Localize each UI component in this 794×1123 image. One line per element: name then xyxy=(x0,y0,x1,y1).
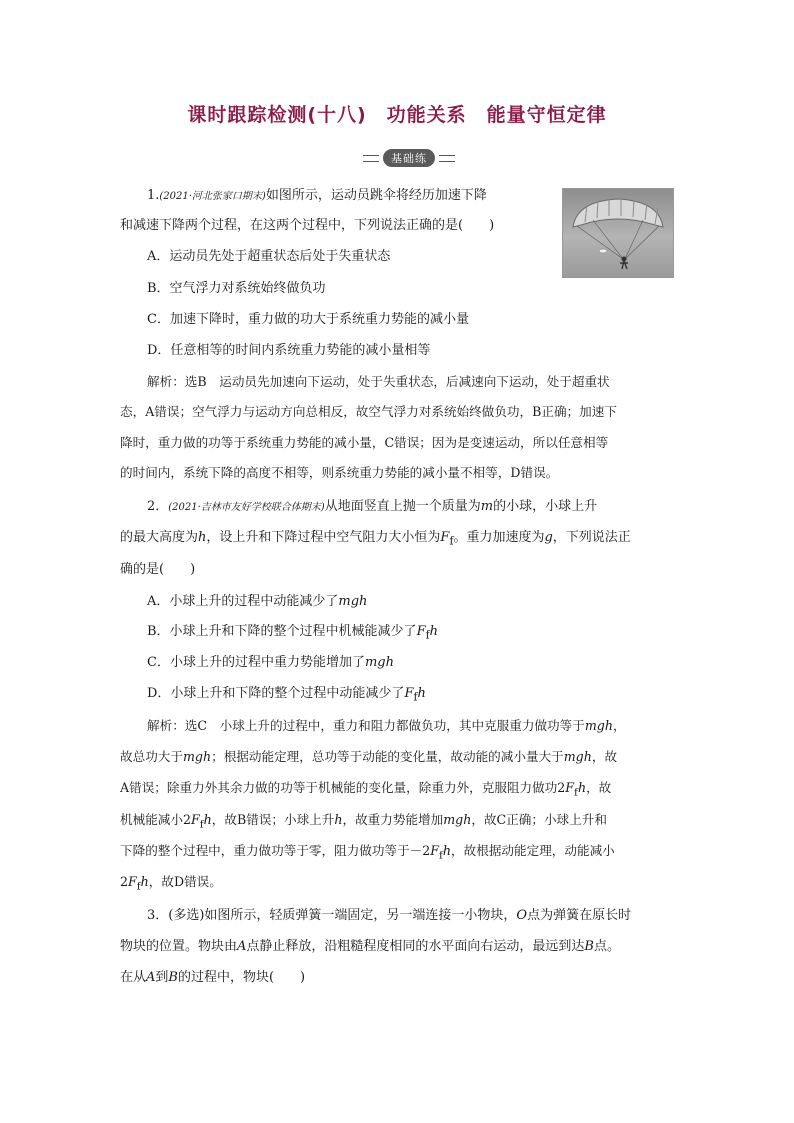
parachute-photo xyxy=(562,188,674,278)
q1-solution-line4: 的时间内，系统下降的高度不相等，则系统重力势能的减小量不相等，D错误。 xyxy=(120,465,559,480)
q2-option-d: D．小球上升和下降的整个过程中动能减少了$F_fh$ xyxy=(147,686,426,704)
q1-option-d: D．任意相等的时间内系统重力势能的减小量相等 xyxy=(147,343,431,358)
q1-solution-line3: 降时，重力做的功等于系统重力势能的减小量，C错误；因为是变速运动，所以任意相等 xyxy=(120,435,609,450)
q2-solution-line6: $2F_fh$，故D错误。 xyxy=(120,874,222,893)
q1-source: (2021·河北张家口期末) xyxy=(159,191,266,202)
q1-option-a: A．运动员先处于超重状态后处于失重状态 xyxy=(147,249,391,264)
parachute-icon xyxy=(563,189,673,277)
q2-option-c: C．小球上升的过程中重力势能增加了mgh xyxy=(147,655,394,670)
section-tag-label: 基础练 xyxy=(383,149,435,167)
q2-solution-line4: 机械能减小$2F_fh$，故B错误；小球上升h，故重力势能增加mgh，故C正确；小球上升和 xyxy=(120,812,607,831)
q3-stem-line1: 3．(多选)如图所示，轻质弹簧一端固定，另一端连接一小物块，O点为弹簧在原长时 xyxy=(147,908,632,923)
q1-solution-line1: 解析：选B 运动员先加速向下运动，处于失重状态，后减速向下运动，处于超重状 xyxy=(147,374,610,389)
q1-stem-line2: 和减速下降两个过程，在这两个过程中，下列说法正确的是( ) xyxy=(120,218,495,233)
q2-solution-line2: 故总功大于mgh；根据动能定理，总功等于动能的变化量，故动能的减小量大于mgh，故 xyxy=(120,749,618,764)
tag-rule-left xyxy=(363,155,379,162)
page-title: 课时跟踪检测(十八) 功能关系 能量守恒定律 xyxy=(187,104,607,126)
q2-stem-line3: 确的是( ) xyxy=(120,562,196,577)
q2-option-a: A．小球上升的过程中动能减少了mgh xyxy=(147,594,368,609)
q1-stem-line1: 1.(2021·河北张家口期末)如图所示，运动员跳伞将经历加速下降 xyxy=(147,188,487,203)
q2-solution-line5: 下降的整个过程中，重力做功等于零，阻力做功等于$-2F_fh$，故根据动能定理，动能减小 xyxy=(120,843,615,862)
q2-option-b: B．小球上升和下降的整个过程中机械能减少了$F_fh$ xyxy=(147,624,438,642)
q2-solution-line1: 解析：选C 小球上升的过程中，重力和阻力都做负功，其中克服重力做功等于mgh， xyxy=(147,718,626,733)
q2-stem-line2: 的最大高度为h，设上升和下降过程中空气阻力大小恒为$F_f$。重力加速度为g，下列说法正 xyxy=(120,530,631,548)
q1-option-b: B．空气浮力对系统始终做负功 xyxy=(147,281,326,296)
section-tag xyxy=(357,148,461,168)
q3-stem-line2: 物块的位置。物块由A点静止释放，沿粗糙程度相同的水平面向右运动，最远到达B点。 xyxy=(120,939,620,954)
q3-stem-line3: 在从A到B的过程中，物块( ) xyxy=(120,970,306,985)
q2-stem-line1: 2．(2021·吉林市友好学校联合体期末)从地面竖直上抛一个质量为m的小球，小球上升 xyxy=(147,499,598,514)
q2-solution-line3: A错误；除重力外其余力做的功等于机械能的变化量，除重力外，克服阻力做功$2F_fh$，故 xyxy=(120,780,612,799)
q1-option-c: C．加速下降时，重力做的功大于系统重力势能的减小量 xyxy=(147,312,469,327)
q1-solution-line2: 态，A错误；空气浮力与运动方向总相反，故空气浮力对系统始终做负功，B正确；加速下 xyxy=(120,404,617,419)
tag-rule-right xyxy=(439,155,455,162)
q2-source: (2021·吉林市友好学校联合体期末) xyxy=(168,502,325,513)
